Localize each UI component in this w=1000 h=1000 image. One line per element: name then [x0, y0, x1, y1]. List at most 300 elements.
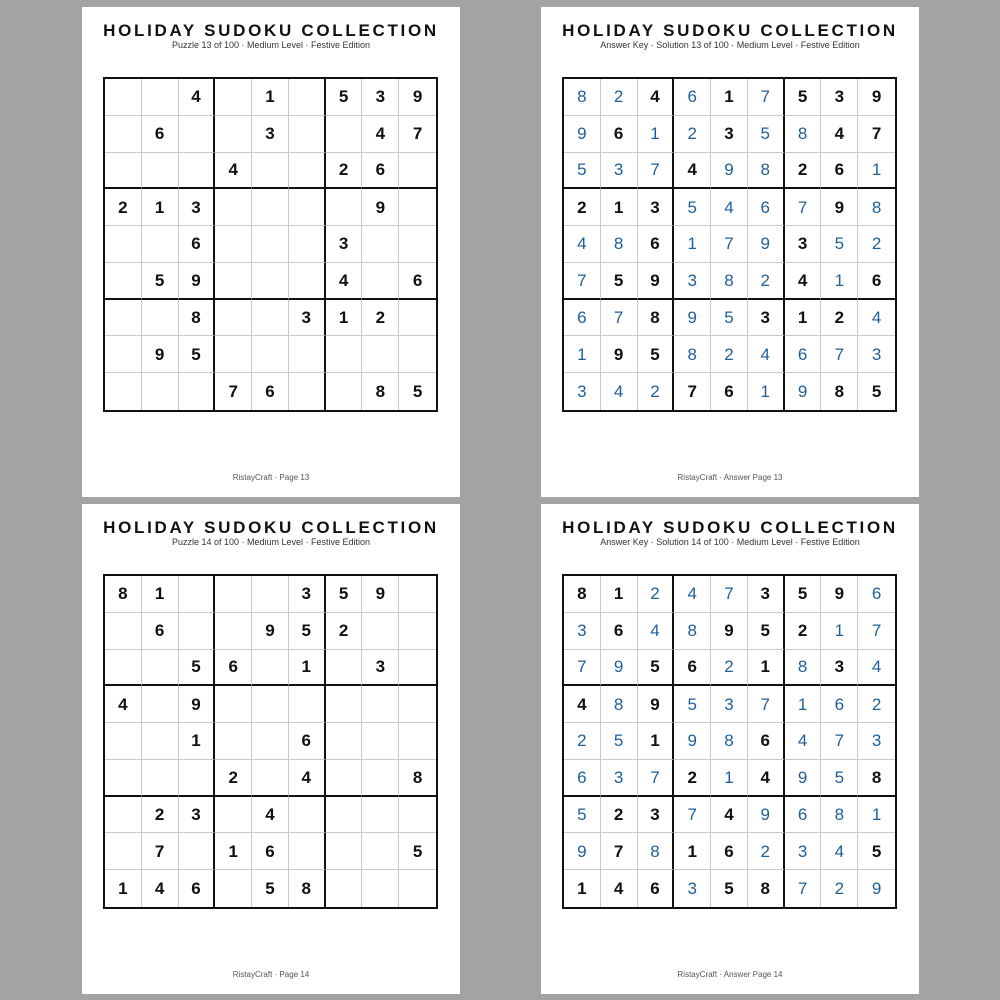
sudoku-cell: 2 [785, 613, 822, 650]
sudoku-cell: 6 [711, 833, 748, 870]
sudoku-cell: 5 [564, 797, 601, 834]
sudoku-cell: 1 [179, 723, 216, 760]
sudoku-cell [362, 263, 399, 300]
sudoku-cell: 8 [674, 336, 711, 373]
sudoku-cell: 2 [674, 116, 711, 153]
sudoku-cell [362, 870, 399, 907]
sudoku-cell: 8 [362, 373, 399, 410]
sudoku-cell: 8 [785, 650, 822, 687]
sudoku-cell [326, 116, 363, 153]
sudoku-cell: 1 [785, 686, 822, 723]
sudoku-cell: 4 [711, 797, 748, 834]
sudoku-cell [252, 650, 289, 687]
sudoku-grid [562, 574, 897, 909]
sudoku-cell: 4 [748, 336, 785, 373]
sudoku-cell: 1 [564, 336, 601, 373]
sudoku-cell: 4 [289, 760, 326, 797]
sudoku-cell: 5 [638, 650, 675, 687]
sudoku-cell: 3 [711, 686, 748, 723]
sudoku-cell: 3 [785, 226, 822, 263]
sudoku-cell: 3 [711, 116, 748, 153]
sudoku-cell: 8 [748, 870, 785, 907]
page-title: HOLIDAY SUDOKU COLLECTION [103, 518, 439, 537]
sudoku-cell [326, 797, 363, 834]
sudoku-cell: 6 [601, 613, 638, 650]
sudoku-cell: 1 [821, 613, 858, 650]
sudoku-cell [215, 576, 252, 613]
sudoku-cell: 3 [821, 650, 858, 687]
sudoku-cell [105, 760, 142, 797]
sudoku-cell [105, 79, 142, 116]
sudoku-cell: 6 [858, 576, 895, 613]
sudoku-cell [105, 153, 142, 190]
sudoku-cell [105, 833, 142, 870]
sudoku-cell: 8 [601, 226, 638, 263]
sudoku-grid [103, 574, 438, 909]
sudoku-cell: 4 [179, 79, 216, 116]
sudoku-cell [362, 226, 399, 263]
sudoku-cell: 5 [674, 686, 711, 723]
sudoku-cell: 4 [215, 153, 252, 190]
sudoku-cell: 9 [638, 686, 675, 723]
sudoku-cell: 9 [564, 116, 601, 153]
sudoku-cell: 6 [638, 870, 675, 907]
page-subtitle: Answer Key · Solution 14 of 100 · Medium Level · Festive Edition [600, 537, 860, 547]
sudoku-cell: 9 [252, 613, 289, 650]
sudoku-cell: 5 [821, 760, 858, 797]
sudoku-cell: 4 [601, 373, 638, 410]
sudoku-cell: 2 [821, 870, 858, 907]
sudoku-cell: 9 [821, 576, 858, 613]
sudoku-cell [399, 226, 436, 263]
sudoku-cell: 2 [105, 189, 142, 226]
sudoku-cell: 9 [858, 79, 895, 116]
sudoku-cell [362, 613, 399, 650]
sudoku-cell [215, 263, 252, 300]
sudoku-cell: 7 [564, 263, 601, 300]
sudoku-grid [103, 77, 438, 412]
sudoku-cell: 2 [326, 153, 363, 190]
sudoku-cell [215, 613, 252, 650]
sudoku-cell [289, 373, 326, 410]
sudoku-cell: 2 [326, 613, 363, 650]
sudoku-cell: 6 [142, 613, 179, 650]
sudoku-cell: 3 [179, 797, 216, 834]
page-footer: RistayCraft · Answer Page 14 [677, 970, 783, 979]
sudoku-cell [289, 797, 326, 834]
sudoku-cell: 3 [638, 189, 675, 226]
sudoku-cell [142, 79, 179, 116]
sudoku-cell: 5 [748, 613, 785, 650]
sudoku-cell [105, 613, 142, 650]
page-subtitle: Puzzle 14 of 100 · Medium Level · Festive Edition [171, 537, 371, 547]
answer-page-13 [541, 7, 919, 497]
sudoku-cell [326, 650, 363, 687]
sudoku-cell: 4 [858, 300, 895, 337]
puzzle-page-14 [82, 504, 460, 994]
sudoku-cell: 3 [858, 723, 895, 760]
sudoku-cell: 9 [748, 226, 785, 263]
sudoku-cell [399, 797, 436, 834]
sudoku-cell: 5 [412, 382, 423, 402]
sudoku-cell: 3 [748, 576, 785, 613]
sudoku-cell [105, 336, 142, 373]
sudoku-cell [289, 153, 326, 190]
sudoku-cell [252, 336, 289, 373]
sudoku-cell: 5 [179, 650, 216, 687]
sudoku-cell: 5 [871, 382, 882, 402]
sudoku-cell [399, 613, 436, 650]
sudoku-cell [399, 870, 436, 907]
sudoku-cell [215, 79, 252, 116]
sudoku-cell: 8 [601, 686, 638, 723]
sudoku-cell: 6 [858, 263, 895, 300]
sudoku-cell: 3 [362, 650, 399, 687]
page-title: HOLIDAY SUDOKU COLLECTION [562, 518, 898, 537]
sudoku-cell: 4 [638, 79, 675, 116]
sudoku-cell [179, 373, 216, 410]
sudoku-cell: 2 [711, 336, 748, 373]
sudoku-cell: 4 [674, 576, 711, 613]
sudoku-cell: 4 [601, 870, 638, 907]
sudoku-cell [215, 226, 252, 263]
sudoku-cell: 6 [711, 373, 748, 410]
sudoku-cell [252, 226, 289, 263]
sudoku-cell: 6 [362, 153, 399, 190]
sudoku-cell: 5 [601, 723, 638, 760]
sudoku-cell: 9 [711, 153, 748, 190]
sudoku-cell [399, 576, 436, 613]
sudoku-cell: 7 [142, 833, 179, 870]
sudoku-cell [142, 686, 179, 723]
sudoku-cell [179, 613, 216, 650]
page-subtitle: Puzzle 13 of 100 · Medium Level · Festive Edition [171, 40, 371, 50]
sudoku-cell [142, 760, 179, 797]
sudoku-cell: 3 [638, 797, 675, 834]
sudoku-cell: 8 [399, 760, 436, 797]
sudoku-cell: 2 [601, 79, 638, 116]
sudoku-cell: 5 [252, 870, 289, 907]
sudoku-cell: 7 [785, 189, 822, 226]
sudoku-cell: 2 [564, 723, 601, 760]
sudoku-cell: 6 [142, 116, 179, 153]
sudoku-cell: 3 [674, 870, 711, 907]
sudoku-cell: 9 [748, 797, 785, 834]
sudoku-cell: 3 [252, 116, 289, 153]
sudoku-cell [252, 723, 289, 760]
sudoku-cell: 2 [601, 797, 638, 834]
sudoku-cell: 4 [821, 116, 858, 153]
sudoku-cell: 7 [711, 576, 748, 613]
sudoku-cell: 4 [105, 686, 142, 723]
sudoku-cell: 5 [711, 870, 748, 907]
sudoku-cell: 1 [674, 833, 711, 870]
sudoku-cell: 3 [748, 300, 785, 337]
sudoku-cell [399, 686, 436, 723]
sudoku-cell: 4 [674, 153, 711, 190]
sudoku-cell: 3 [858, 336, 895, 373]
sudoku-cell: 2 [215, 760, 252, 797]
sudoku-cell: 1 [711, 79, 748, 116]
sudoku-cell: 8 [179, 300, 216, 337]
sudoku-cell: 8 [564, 576, 601, 613]
sudoku-cell [326, 870, 363, 907]
sudoku-cell: 6 [601, 116, 638, 153]
sudoku-cell: 1 [858, 797, 895, 834]
sudoku-cell [252, 263, 289, 300]
sudoku-cell [142, 650, 179, 687]
sudoku-cell: 7 [858, 116, 895, 153]
sudoku-cell: 6 [179, 870, 216, 907]
sudoku-cell [105, 263, 142, 300]
sudoku-cell: 7 [785, 870, 822, 907]
sudoku-cell [142, 226, 179, 263]
sudoku-cell: 8 [785, 116, 822, 153]
sudoku-cell: 5 [326, 79, 363, 116]
sudoku-cell [215, 189, 252, 226]
sudoku-cell: 1 [564, 870, 601, 907]
sudoku-cell: 1 [142, 189, 179, 226]
page-title: HOLIDAY SUDOKU COLLECTION [562, 21, 898, 40]
sudoku-cell: 9 [674, 723, 711, 760]
sudoku-cell: 5 [638, 336, 675, 373]
sudoku-cell: 1 [785, 300, 822, 337]
sudoku-cell: 6 [821, 686, 858, 723]
sudoku-cell: 9 [564, 833, 601, 870]
sudoku-cell [362, 723, 399, 760]
sudoku-cell: 7 [748, 686, 785, 723]
sudoku-cell: 5 [711, 300, 748, 337]
sudoku-cell: 6 [564, 300, 601, 337]
sudoku-cell [215, 870, 252, 907]
sudoku-cell: 7 [821, 336, 858, 373]
sudoku-cell [105, 650, 142, 687]
sudoku-cell [252, 153, 289, 190]
sudoku-cell [326, 336, 363, 373]
sudoku-cell: 1 [601, 189, 638, 226]
sudoku-cell [362, 336, 399, 373]
sudoku-cell: 4 [326, 263, 363, 300]
sudoku-cell: 7 [638, 760, 675, 797]
sudoku-cell [215, 336, 252, 373]
sudoku-cell: 8 [711, 263, 748, 300]
sudoku-cell: 1 [638, 723, 675, 760]
sudoku-cell: 1 [326, 300, 363, 337]
sudoku-cell [179, 760, 216, 797]
sudoku-cell [142, 373, 179, 410]
sudoku-cell [326, 760, 363, 797]
sudoku-cell: 9 [674, 300, 711, 337]
sudoku-cell: 5 [674, 189, 711, 226]
page-title: HOLIDAY SUDOKU COLLECTION [103, 21, 439, 40]
sudoku-cell [252, 300, 289, 337]
sudoku-cell [179, 833, 216, 870]
sudoku-cell: 3 [785, 833, 822, 870]
sudoku-cell: 8 [564, 79, 601, 116]
page-footer: RistayCraft · Page 13 [232, 473, 310, 482]
sudoku-cell: 6 [821, 153, 858, 190]
sudoku-cell: 5 [179, 336, 216, 373]
sudoku-cell: 1 [215, 833, 252, 870]
sudoku-cell [289, 336, 326, 373]
sudoku-cell: 6 [785, 336, 822, 373]
sudoku-cell [289, 686, 326, 723]
sudoku-cell: 9 [821, 189, 858, 226]
sudoku-cell: 7 [821, 723, 858, 760]
sudoku-cell: 9 [711, 613, 748, 650]
sudoku-cell: 6 [674, 79, 711, 116]
sudoku-cell: 3 [821, 79, 858, 116]
sudoku-cell: 1 [748, 650, 785, 687]
sudoku-cell: 9 [142, 336, 179, 373]
sudoku-cell [326, 833, 363, 870]
sudoku-cell: 8 [858, 189, 895, 226]
sudoku-cell [179, 116, 216, 153]
sudoku-cell: 1 [601, 576, 638, 613]
sudoku-cell: 6 [638, 226, 675, 263]
sudoku-cell: 6 [215, 650, 252, 687]
sudoku-cell: 5 [785, 576, 822, 613]
sudoku-cell: 7 [711, 226, 748, 263]
sudoku-cell: 5 [289, 613, 326, 650]
sudoku-cell: 4 [711, 189, 748, 226]
sudoku-cell [289, 226, 326, 263]
sudoku-cell [215, 723, 252, 760]
sudoku-cell [252, 686, 289, 723]
sudoku-cell: 1 [142, 576, 179, 613]
sudoku-cell: 9 [638, 263, 675, 300]
sudoku-cell [289, 79, 326, 116]
sudoku-cell [362, 686, 399, 723]
sudoku-cell: 4 [564, 226, 601, 263]
sudoku-cell [142, 300, 179, 337]
sudoku-cell: 3 [289, 576, 326, 613]
page-footer: RistayCraft · Answer Page 13 [677, 473, 783, 482]
sudoku-cell: 4 [821, 833, 858, 870]
sudoku-cell [142, 153, 179, 190]
sudoku-cell: 2 [748, 263, 785, 300]
sudoku-cell: 3 [289, 300, 326, 337]
sudoku-cell: 8 [711, 723, 748, 760]
sudoku-cell: 8 [821, 373, 858, 410]
sudoku-cell: 3 [362, 79, 399, 116]
sudoku-cell [179, 153, 216, 190]
sudoku-cell: 3 [179, 189, 216, 226]
sudoku-cell: 9 [601, 650, 638, 687]
sudoku-cell: 5 [399, 833, 436, 870]
sudoku-cell [215, 686, 252, 723]
sudoku-cell: 7 [674, 797, 711, 834]
sudoku-cell [399, 723, 436, 760]
sudoku-cell: 8 [638, 300, 675, 337]
sudoku-cell: 6 [399, 263, 436, 300]
sudoku-cell: 1 [252, 79, 289, 116]
sudoku-cell: 5 [785, 79, 822, 116]
sudoku-cell: 8 [821, 797, 858, 834]
sudoku-cell: 4 [252, 797, 289, 834]
answer-page-14 [541, 504, 919, 994]
sudoku-cell: 7 [748, 79, 785, 116]
sudoku-cell [105, 226, 142, 263]
sudoku-cell: 2 [564, 189, 601, 226]
sudoku-cell [105, 373, 142, 410]
sudoku-cell: 3 [326, 226, 363, 263]
sudoku-cell: 1 [105, 870, 142, 907]
sudoku-cell: 3 [564, 373, 601, 410]
sudoku-cell [326, 723, 363, 760]
sudoku-cell: 2 [142, 797, 179, 834]
sudoku-cell [362, 833, 399, 870]
sudoku-grid [562, 77, 897, 412]
sudoku-cell: 8 [289, 870, 326, 907]
sudoku-cell: 2 [821, 300, 858, 337]
sudoku-cell: 3 [564, 613, 601, 650]
sudoku-cell: 6 [252, 833, 289, 870]
sudoku-cell: 5 [858, 833, 895, 870]
sudoku-cell: 6 [252, 373, 289, 410]
sudoku-cell: 4 [785, 263, 822, 300]
puzzle-page-13 [82, 7, 460, 497]
sudoku-cell: 9 [871, 879, 882, 899]
sudoku-cell: 4 [638, 613, 675, 650]
sudoku-cell [399, 650, 436, 687]
sudoku-cell: 2 [858, 226, 895, 263]
sudoku-cell: 2 [638, 576, 675, 613]
sudoku-cell [215, 300, 252, 337]
sudoku-cell [289, 116, 326, 153]
sudoku-cell: 7 [858, 613, 895, 650]
sudoku-cell: 1 [289, 650, 326, 687]
sudoku-cell: 1 [638, 116, 675, 153]
sudoku-cell [215, 797, 252, 834]
sudoku-cell [252, 576, 289, 613]
page-footer: RistayCraft · Page 14 [232, 970, 310, 979]
sudoku-cell: 7 [601, 300, 638, 337]
sudoku-cell: 2 [711, 650, 748, 687]
sudoku-cell: 5 [564, 153, 601, 190]
sudoku-cell: 4 [858, 650, 895, 687]
sudoku-cell: 8 [638, 833, 675, 870]
sudoku-cell: 9 [601, 336, 638, 373]
sudoku-cell [362, 797, 399, 834]
sudoku-cell: 5 [326, 576, 363, 613]
sudoku-cell: 2 [674, 760, 711, 797]
sudoku-cell: 4 [748, 760, 785, 797]
sudoku-cell: 1 [858, 153, 895, 190]
sudoku-cell: 1 [821, 263, 858, 300]
sudoku-cell: 1 [748, 373, 785, 410]
sudoku-cell: 5 [601, 263, 638, 300]
sudoku-cell: 9 [399, 79, 436, 116]
sudoku-cell [105, 723, 142, 760]
sudoku-cell: 7 [638, 153, 675, 190]
sudoku-cell: 9 [785, 373, 822, 410]
sudoku-cell: 9 [179, 263, 216, 300]
sudoku-cell: 4 [564, 686, 601, 723]
sudoku-cell: 9 [785, 760, 822, 797]
sudoku-cell: 4 [785, 723, 822, 760]
sudoku-cell: 2 [362, 300, 399, 337]
sudoku-cell [399, 300, 436, 337]
sudoku-cell: 5 [748, 116, 785, 153]
sudoku-cell: 2 [785, 153, 822, 190]
sudoku-cell [326, 373, 363, 410]
sudoku-cell [399, 189, 436, 226]
sudoku-cell: 8 [858, 760, 895, 797]
sudoku-cell: 1 [711, 760, 748, 797]
sudoku-cell [252, 189, 289, 226]
sudoku-cell: 7 [564, 650, 601, 687]
